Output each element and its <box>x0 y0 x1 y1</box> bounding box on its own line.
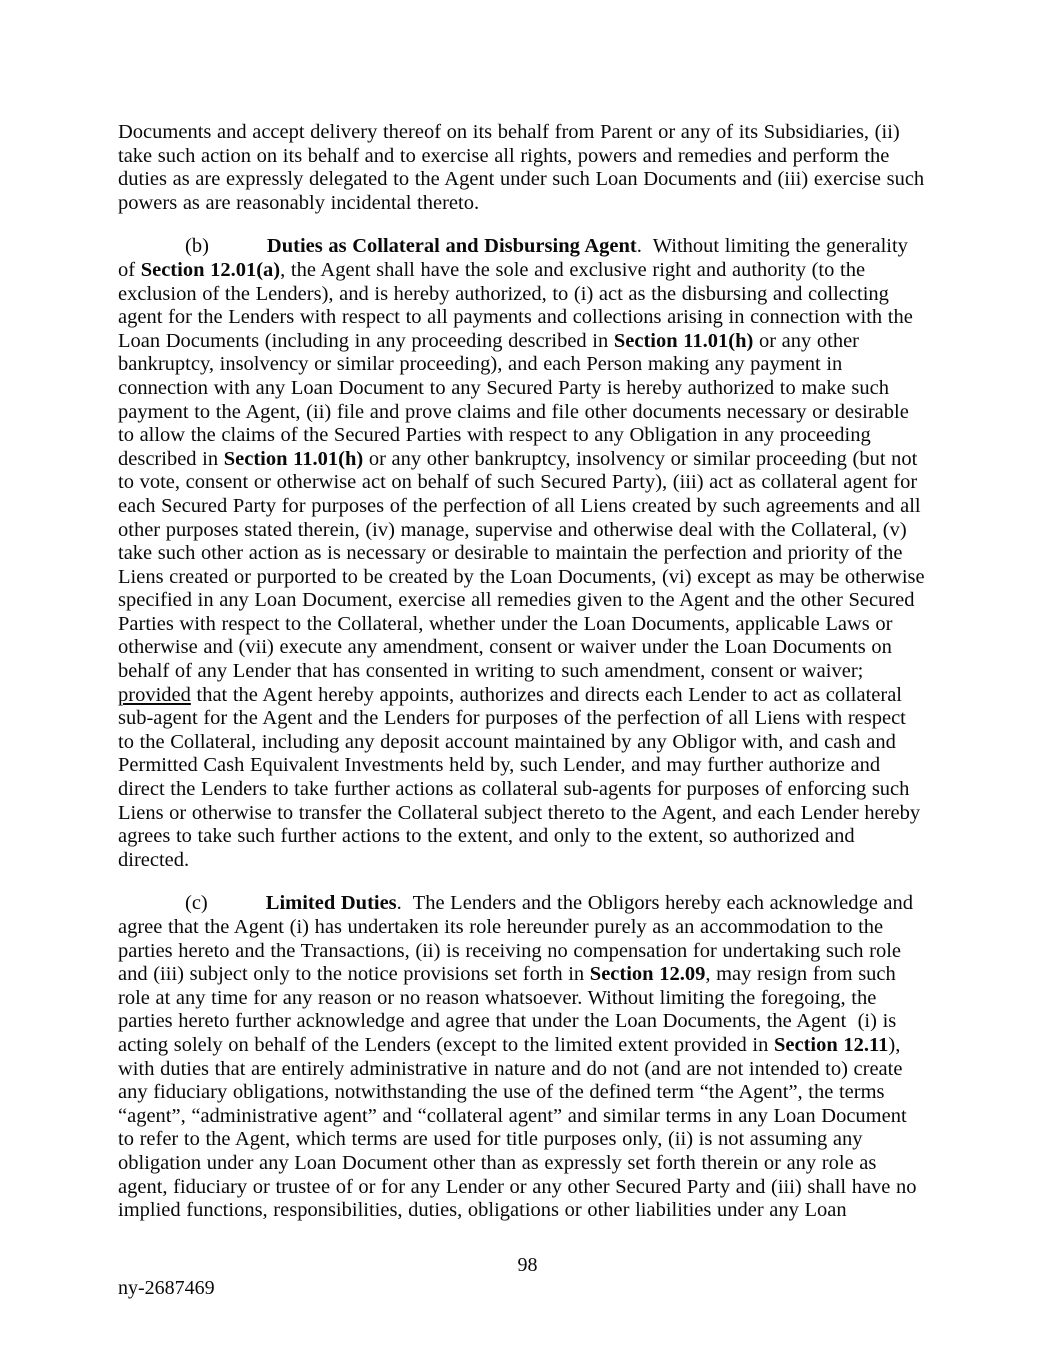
bold-text-run: Section 12.09 <box>589 963 706 986</box>
document-id-footer: ny-2687469 <box>118 1277 215 1299</box>
bold-text-run: Section 12.11 <box>773 1033 889 1056</box>
paragraph-b-duties-as-collateral-and-disbursing-agent <box>118 235 926 872</box>
text-run: , may resign from such role at any time for any reason or no reason whatsoever. Without limiting the foregoing, the parties hereto further acknowledge and agree that under the Loan Documents, the Agent (i) is acting solely on behalf of the Lenders (except to the limited extent provided in <box>118 963 897 1056</box>
page-body-text <box>118 121 926 1243</box>
paragraph-c-limited-duties <box>118 892 926 1222</box>
text-run: (b) <box>185 235 209 258</box>
bold-text-run: Section 11.01(h) <box>223 447 364 470</box>
text-run: . Without limiting the generality of <box>118 235 908 281</box>
text-run: or any other bankruptcy, insolvency or similar proceeding), and each Person making any payment in connection with any Loan Document to any Secured Party is hereby authorized to make such payment to the Agent, (ii) file and prove claims and file other documents necessary or desirable to allow the claims of the Secured Parties with respect to any Obligation in any proceeding described in <box>118 329 909 470</box>
bold-text-run: Limited Duties <box>265 892 397 915</box>
bold-text-run: Section 12.01(a) <box>140 258 281 281</box>
text-run: (c) <box>185 892 208 915</box>
text-run: Documents and accept delivery thereof on its behalf from Parent or any of its Subsidiaries, (ii) take such action on its behalf and to exercise all rights, powers and remedies and perform the duties as are expressly delegated to the Agent under such Loan Documents and (iii) exercise such powers as are reasonably incidental thereto. <box>118 121 925 214</box>
text-run: ), with duties that are entirely administrative in nature and do not (and are not intended to) create any fiduciary obligations, notwithstanding the use of the defined term “the Agent”, the terms “agent”, “administrative agent” and “collateral agent” and similar terms in any Loan Document to refer to the Agent, which terms are used for title purposes only, (ii) is not assuming any obligation under any Loan Document other than as expressly set forth therein or any role as agent, fiduciary or trustee of or for any Lender or any other Secured Party and (iii) shall have no implied functions, responsibilities, duties, obligations or other liabilities under any Loan <box>118 1033 917 1222</box>
text-run: or any other bankruptcy, insolvency or similar proceeding (but not to vote, consent or otherwise act on behalf of such Secured Party), (iii) act as collateral agent for each Secured Party for purposes of the perfection of all Liens created by such agreements and all other purposes stated therein, (iv) manage, supervise and otherwise deal with the Collateral, (v) take such other action as is necessary or desirable to maintain the perfection and priority of the Liens created or purported to be created by the Loan Documents, (vi) except as may be otherwise specified in any Loan Document, exercise all remedies given to the Agent and the other Secured Parties with respect to the Collateral, whether under the Loan Documents, applicable Laws or otherwise and (vii) execute any amendment, consent or waiver under the Loan Documents on behalf of any Lender that has consented in writing to such amendment, consent or waiver; <box>118 447 925 683</box>
bold-text-run: Section 11.01(h) <box>613 329 754 352</box>
text-run: , the Agent shall have the sole and exclusive right and authority (to the exclusion of the Lenders), and is hereby authorized, to (i) act as the disbursing and collecting agent for the Lenders with respect to all payments and collections arising in connection with the Loan Documents (including in any proceeding described in <box>118 258 913 352</box>
text-run: that the Agent hereby appoints, authorizes and directs each Lender to act as collateral sub-agent for the Agent and the Lenders for purposes of the perfection of all Liens with respect to the Collateral, including any deposit account maintained by any Obligor with, and cash and Permitted Cash Equivalent Investments held by, such Lender, and may further authorize and direct the Lenders to take further actions as collateral sub-agents for purposes of enforcing such Liens or otherwise to transfer the Collateral subject thereto to the Agent, and each Lender hereby agrees to take such further actions to the extent, and only to the extent, so authorized and directed. <box>118 683 921 871</box>
continuation-paragraph <box>118 121 926 215</box>
text-run: . The Lenders and the Obligors hereby each acknowledge and agree that the Agent (i) has undertaken its role hereunder purely as an accommodation to the parties hereto and the Transactions, (ii) is receiving no compensation for undertaking such role and (iii) subject only to the notice provisions set forth in <box>118 892 914 986</box>
page-number: 98 <box>517 1254 538 1276</box>
underlined-text-run: provided <box>118 683 191 706</box>
bold-text-run: Duties as Collateral and Disbursing Agent <box>266 235 637 258</box>
